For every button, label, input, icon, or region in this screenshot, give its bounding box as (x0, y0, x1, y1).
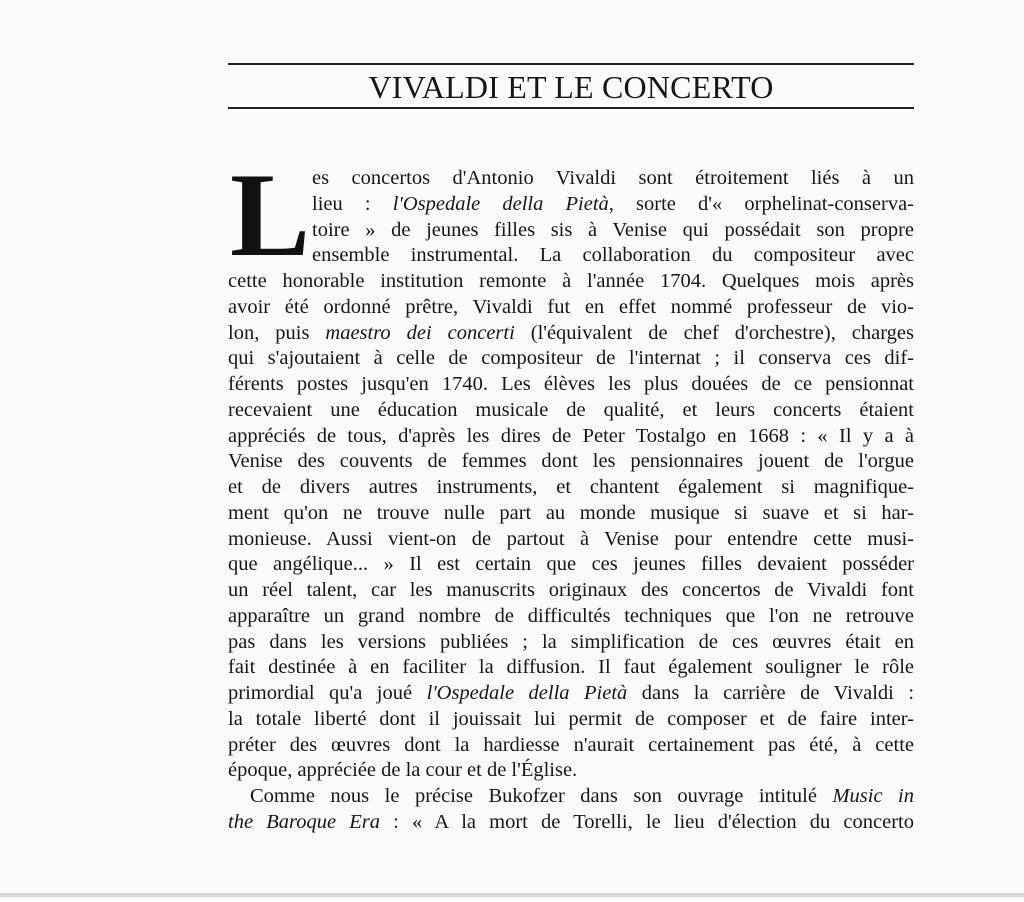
drop-cap: L (230, 148, 311, 281)
text-line: Comme nous le précise Bukofzer dans son ouvrage intitulé Music in (250, 785, 915, 807)
text-line: fait destinée à en faciliter la diffusion. Il faut également souligner le rôle (228, 656, 914, 679)
text-line: appréciés de tous, d'après les dires de Peter Tostalgo en 1668 : « Il y a à (228, 424, 914, 447)
text-line: recevaient une éducation musicale de qualité, et leurs concerts étaient (228, 398, 914, 421)
text-line: un réel talent, car les manuscrits originaux des concertos de Vivaldi font (228, 579, 914, 601)
text-line: et de divers autres instruments, et chantent également si magnifique- (228, 476, 914, 498)
page-title: VIVALDI ET LE CONCERTO (368, 69, 774, 105)
text-line: monieuse. Aussi vient-on de partout à Venise pour entendre cette musi- (228, 527, 914, 550)
text-line: férents postes jusqu'en 1740. Les élèves les plus douées de ce pensionnat (228, 373, 914, 395)
text-line: lieu : l'Ospedale della Pietà, sorte d'« orphelinat-conserva- (312, 192, 914, 215)
text-line: qui s'ajoutaient à celle de compositeur de l'internat ; il conserva ces dif- (228, 347, 914, 370)
text-line: cette honorable institution remonte à l'année 1704. Quelques mois après (228, 270, 914, 292)
text-line: pas dans les versions publiées ; la simplification de ces œuvres était en (228, 630, 914, 653)
text-line: ensemble instrumental. La collaboration du compositeur avec (312, 244, 914, 267)
text-line: apparaître un grand nombre de difficultés techniques que l'on ne retrouve (228, 604, 914, 627)
text-line: the Baroque Era : « A la mort de Torelli, le lieu d'élection du concerto (228, 810, 915, 833)
text-line: époque, appréciée de la cour et de l'Église. (228, 759, 578, 782)
text-line: Venise des couvents de femmes dont les pensionnaires jouent de l'orgue (228, 450, 914, 473)
title-header (228, 63, 914, 109)
text-line: avoir été ordonné prêtre, Vivaldi fut en effet nommé professeur de vio- (228, 295, 914, 318)
text-line: es concertos d'Antonio Vivaldi sont étroitement liés à un (312, 167, 914, 189)
text-line: préter des œuvres dont la hardiesse n'aurait certainement pas été, à cette (228, 733, 914, 756)
article-body (228, 148, 915, 836)
text-line: ment qu'on ne trouve nulle part au monde musique si suave et si har- (228, 501, 914, 524)
text-line: que angélique... » Il est certain que ces jeunes filles devaient posséder (228, 553, 914, 576)
text-line: toire » de jeunes filles sis à Venise qui possédait son propre (312, 218, 914, 241)
text-line: la totale liberté dont il jouissait lui permit de composer et de faire inter- (228, 707, 914, 730)
text-line: lon, puis maestro dei concerti (l'équivalent de chef d'orchestre), charges (228, 321, 914, 344)
text-line: primordial qu'a joué l'Ospedale della Pietà dans la carrière de Vivaldi : (228, 682, 915, 704)
page-edge (0, 893, 1024, 897)
